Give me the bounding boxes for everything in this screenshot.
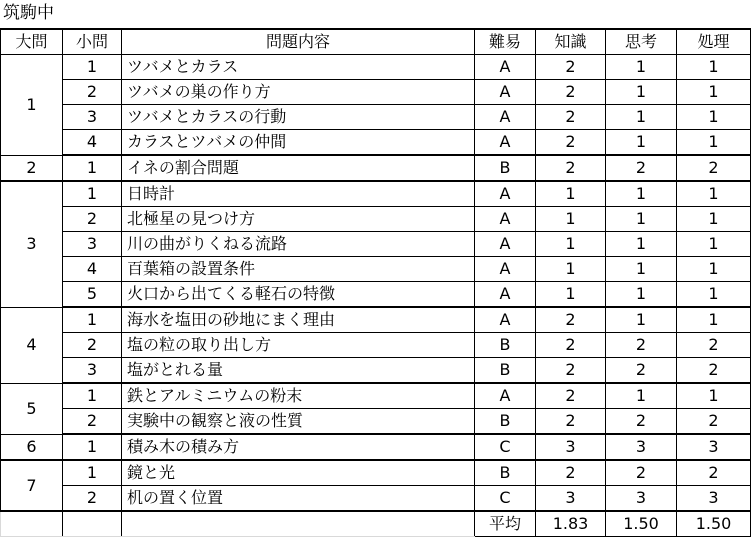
- header-knowledge: 知識: [536, 29, 606, 55]
- cell-knowledge: 2: [536, 333, 606, 358]
- cell-processing: 2: [677, 155, 751, 181]
- cell-processing: 1: [677, 257, 751, 282]
- cell-content: 北極星の見つけ方: [122, 207, 475, 232]
- cell-thinking: 2: [606, 333, 677, 358]
- table-row: [1, 486, 751, 512]
- cell-thinking: 3: [606, 486, 677, 512]
- header-content: 問題内容: [122, 29, 475, 55]
- cell-knowledge: 2: [536, 358, 606, 384]
- sheet-caption: 筑駒中: [3, 3, 54, 23]
- cell-minor: 2: [63, 80, 122, 105]
- cell-thinking: 1: [606, 130, 677, 156]
- cell-major: 7: [1, 460, 63, 511]
- table-row: [1, 358, 751, 384]
- table-row: [1, 434, 751, 460]
- cell-processing: 1: [677, 130, 751, 156]
- cell-content: カラスとツバメの仲間: [122, 130, 475, 156]
- header-processing: 処理: [677, 29, 751, 55]
- cell-minor: 3: [63, 232, 122, 257]
- cell-content: 川の曲がりくねる流路: [122, 232, 475, 257]
- cell-processing: 1: [677, 105, 751, 130]
- cell-minor: 4: [63, 130, 122, 156]
- average-processing: 1.50: [677, 511, 751, 537]
- table-row: [1, 333, 751, 358]
- cell-thinking: 1: [606, 80, 677, 105]
- cell-minor: 1: [63, 460, 122, 486]
- cell-content: 海水を塩田の砂地にまく理由: [122, 307, 475, 333]
- cell-thinking: 2: [606, 409, 677, 435]
- cell-knowledge: 2: [536, 155, 606, 181]
- cell-processing: 1: [677, 282, 751, 308]
- cell-difficulty: A: [475, 307, 536, 333]
- cell-content: 火口から出てくる軽石の特徴: [122, 282, 475, 308]
- cell-content: ツバメとカラスの行動: [122, 105, 475, 130]
- cell-processing: 1: [677, 181, 751, 207]
- cell-difficulty: B: [475, 460, 536, 486]
- cell-content: 実験中の観察と液の性質: [122, 409, 475, 435]
- cell-minor: 2: [63, 486, 122, 512]
- cell-content: ツバメとカラス: [122, 55, 475, 80]
- cell-minor: 2: [63, 207, 122, 232]
- average-row: [1, 511, 751, 537]
- cell-major: 3: [1, 181, 63, 307]
- cell-processing: 3: [677, 434, 751, 460]
- cell-knowledge: 1: [536, 232, 606, 257]
- question-table: [0, 28, 751, 537]
- cell-minor: 1: [63, 307, 122, 333]
- cell-major: 1: [1, 55, 63, 156]
- cell-knowledge: 2: [536, 383, 606, 409]
- cell-major: 6: [1, 434, 63, 460]
- average-knowledge: 1.83: [536, 511, 606, 537]
- header-row: [1, 29, 751, 55]
- cell-content: 塩の粒の取り出し方: [122, 333, 475, 358]
- cell-thinking: 2: [606, 460, 677, 486]
- cell-knowledge: 1: [536, 257, 606, 282]
- cell-difficulty: A: [475, 383, 536, 409]
- table-row: [1, 460, 751, 486]
- cell-knowledge: 2: [536, 409, 606, 435]
- cell-knowledge: 3: [536, 434, 606, 460]
- cell-thinking: 3: [606, 434, 677, 460]
- cell-content: 鏡と光: [122, 460, 475, 486]
- footer-blank: [1, 511, 63, 537]
- cell-knowledge: 2: [536, 80, 606, 105]
- cell-thinking: 1: [606, 207, 677, 232]
- cell-knowledge: 2: [536, 55, 606, 80]
- cell-content: 積み木の積み方: [122, 434, 475, 460]
- cell-processing: 2: [677, 358, 751, 384]
- cell-difficulty: A: [475, 232, 536, 257]
- cell-knowledge: 2: [536, 460, 606, 486]
- cell-thinking: 1: [606, 282, 677, 308]
- cell-thinking: 1: [606, 383, 677, 409]
- cell-minor: 5: [63, 282, 122, 308]
- cell-difficulty: A: [475, 282, 536, 308]
- cell-knowledge: 1: [536, 207, 606, 232]
- table-row: [1, 282, 751, 308]
- cell-minor: 2: [63, 409, 122, 435]
- cell-processing: 2: [677, 460, 751, 486]
- cell-thinking: 1: [606, 257, 677, 282]
- cell-minor: 2: [63, 333, 122, 358]
- cell-thinking: 1: [606, 181, 677, 207]
- cell-minor: 1: [63, 155, 122, 181]
- cell-content: 鉄とアルミニウムの粉末: [122, 383, 475, 409]
- cell-thinking: 1: [606, 232, 677, 257]
- table-row: [1, 55, 751, 80]
- cell-knowledge: 1: [536, 181, 606, 207]
- cell-processing: 2: [677, 333, 751, 358]
- cell-difficulty: B: [475, 333, 536, 358]
- cell-content: 百葉箱の設置条件: [122, 257, 475, 282]
- cell-processing: 1: [677, 232, 751, 257]
- cell-processing: 1: [677, 80, 751, 105]
- cell-knowledge: 1: [536, 282, 606, 308]
- cell-major: 4: [1, 307, 63, 383]
- table-row: [1, 307, 751, 333]
- table-row: [1, 232, 751, 257]
- table-row: [1, 130, 751, 156]
- cell-thinking: 1: [606, 55, 677, 80]
- header-thinking: 思考: [606, 29, 677, 55]
- cell-minor: 3: [63, 358, 122, 384]
- cell-content: ツバメの巣の作り方: [122, 80, 475, 105]
- cell-difficulty: A: [475, 181, 536, 207]
- cell-difficulty: A: [475, 257, 536, 282]
- cell-difficulty: A: [475, 207, 536, 232]
- cell-major: 2: [1, 155, 63, 181]
- table-row: [1, 383, 751, 409]
- footer-blank: [122, 511, 475, 537]
- average-thinking: 1.50: [606, 511, 677, 537]
- header-difficulty: 難易: [475, 29, 536, 55]
- cell-difficulty: A: [475, 80, 536, 105]
- cell-content: 塩がとれる量: [122, 358, 475, 384]
- cell-thinking: 1: [606, 307, 677, 333]
- table-row: [1, 80, 751, 105]
- cell-difficulty: A: [475, 130, 536, 156]
- table-row: [1, 105, 751, 130]
- cell-content: 日時計: [122, 181, 475, 207]
- average-label: 平均: [475, 511, 536, 537]
- cell-difficulty: B: [475, 155, 536, 181]
- cell-difficulty: B: [475, 409, 536, 435]
- cell-processing: 3: [677, 486, 751, 512]
- cell-difficulty: B: [475, 358, 536, 384]
- cell-difficulty: C: [475, 434, 536, 460]
- cell-processing: 1: [677, 307, 751, 333]
- cell-processing: 2: [677, 409, 751, 435]
- table-row: [1, 409, 751, 435]
- cell-minor: 1: [63, 181, 122, 207]
- cell-content: 机の置く位置: [122, 486, 475, 512]
- table-row: [1, 181, 751, 207]
- cell-thinking: 2: [606, 358, 677, 384]
- header-minor: 小問: [63, 29, 122, 55]
- table-row: [1, 257, 751, 282]
- cell-knowledge: 2: [536, 130, 606, 156]
- cell-thinking: 2: [606, 155, 677, 181]
- table-row: [1, 207, 751, 232]
- table-body: [1, 55, 751, 537]
- cell-processing: 1: [677, 383, 751, 409]
- cell-knowledge: 2: [536, 307, 606, 333]
- cell-difficulty: C: [475, 486, 536, 512]
- header-major: 大問: [1, 29, 63, 55]
- cell-minor: 3: [63, 105, 122, 130]
- footer-blank: [63, 511, 122, 537]
- cell-minor: 1: [63, 434, 122, 460]
- cell-knowledge: 3: [536, 486, 606, 512]
- cell-processing: 1: [677, 207, 751, 232]
- cell-content: イネの割合問題: [122, 155, 475, 181]
- cell-knowledge: 2: [536, 105, 606, 130]
- cell-minor: 1: [63, 55, 122, 80]
- cell-major: 5: [1, 383, 63, 434]
- table-row: [1, 155, 751, 181]
- cell-minor: 4: [63, 257, 122, 282]
- cell-processing: 1: [677, 55, 751, 80]
- cell-minor: 1: [63, 383, 122, 409]
- cell-difficulty: A: [475, 55, 536, 80]
- cell-thinking: 1: [606, 105, 677, 130]
- cell-difficulty: A: [475, 105, 536, 130]
